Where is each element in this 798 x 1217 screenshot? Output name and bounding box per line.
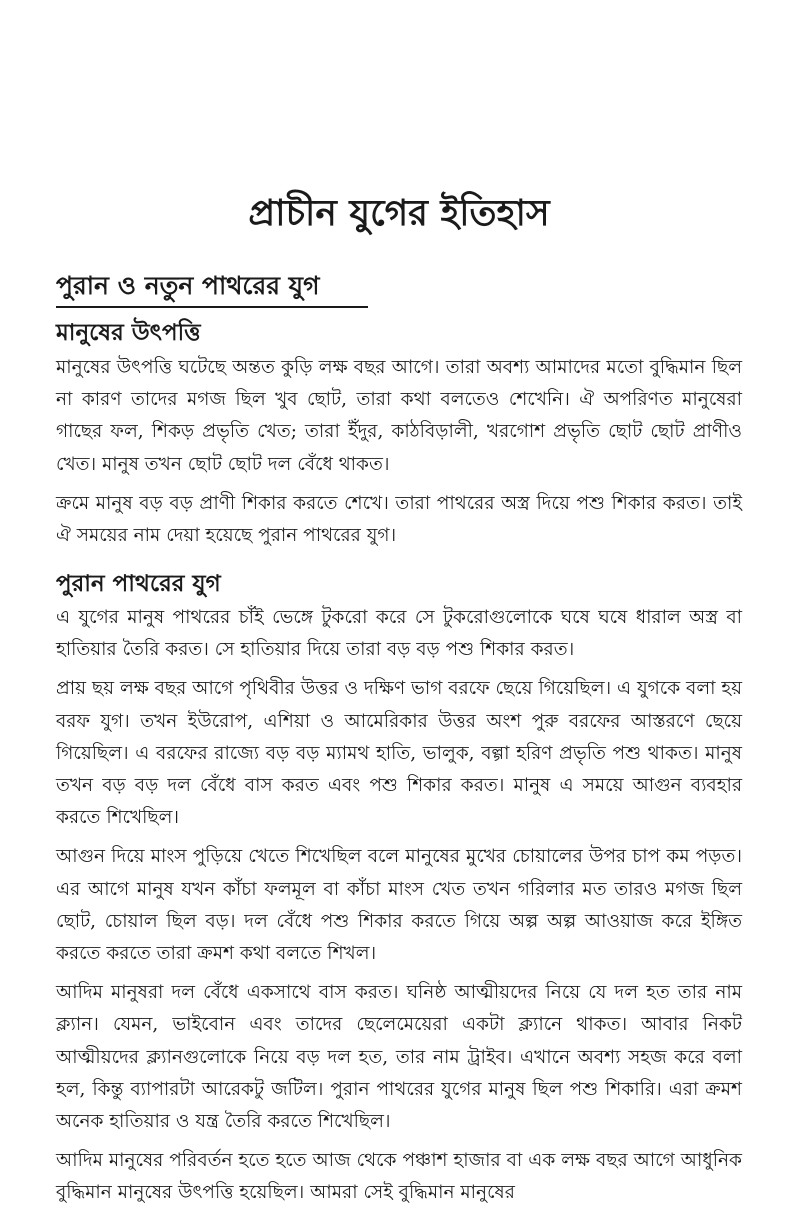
heading-underline [56, 306, 368, 308]
paragraph: ক্রমে মানুষ বড় বড় প্রাণী শিকার করতে শেখে। তারা পাথরের অস্ত্র দিয়ে পশু শিকার করত। তাই ঐ সময়ের নাম দেয়া হয়েছে পুরান পাথরের যুগ। [56, 492, 742, 547]
paragraph: মানুষের উৎপত্তি ঘটেছে অন্তত কুড়ি লক্ষ বছর আগে। তারা অবশ্য আমাদের মতো বুদ্ধিমান ছিল না কারণ তাদের মগজ ছিল খুব ছোট, তারা কথা বলতেও শেখেনি। ঐ অপরিণত মানুষেরা গাছের ফল, শিকড় প্রভৃতি খেত; তারা ইঁদুর, কাঠবিড়ালী, খরগোশ প্রভৃতি ছোট ছোট প্রাণীও খেত। মানুষ তখন ছোট ছোট দল বেঁধে থাকত। [56, 357, 742, 475]
paragraph: আদিম মানুষরা দল বেঁধে একসাথে বাস করত। ঘনিষ্ঠ আত্মীয়দের নিয়ে যে দল হত তার নাম ক্ল্যান। যেমন, ভাইবোন এবং তাদের ছেলেমেয়েরা একটা ক্ল্যানে থাকত। আবার নিকট আত্মীয়দের ক্ল্যানগুলোকে নিয়ে বড় দল হত, তার নাম ট্রাইব। এখানে অবশ্য সহজ করে বলা হল, কিন্তু ব্যাপারটা আরেকটু জটিল। পুরান পাথরের যুগের মানুষ ছিল পশু শিকারি। এরা ক্রমশ অনেক হাতিয়ার ও যন্ত্র তৈরি করতে শিখেছিল। [56, 982, 742, 1133]
text-block-origin [56, 352, 742, 559]
paragraph: প্রায় ছয় লক্ষ বছর আগে পৃথিবীর উত্তর ও দক্ষিণ ভাগ বরফে ছেয়ে গিয়েছিল। এ যুগকে বলা হয় বরফ যুগ। তখন ইউরোপ, এশিয়া ও আমেরিকার উত্তর অংশ পুরু বরফের আস্তরণে ছেয়ে গিয়েছিল। এ বরফের রাজ্যে বড় বড় ম্যামথ হাতি, ভালুক, বল্গা হরিণ প্রভৃতি পশু থাকত। মানুষ তখন বড় বড় দল বেঁধে বাস করত এবং পশু শিকার করত। মানুষ এ সময়ে আগুন ব্যবহার করতে শিখেছিল। [56, 678, 742, 829]
page-title: প্রাচীন যুগের ইতিহাস [248, 193, 550, 234]
sub-heading-origin: মানুষের উৎপত্তি [56, 320, 201, 346]
paragraph: আগুন দিয়ে মাংস পুড়িয়ে খেতে শিখেছিল বলে মানুষের মুখের চোয়ালের উপর চাপ কম পড়ত। এর আগে মানুষ যখন কাঁচা ফলমূল বা কাঁচা মাংস খেত তখন গরিলার মত তারও মগজ ছিল ছোট, চোয়াল ছিল বড়। দল বেঁধে পশু শিকার করতে গিয়ে অল্প অল্প আওয়াজ করে ইঙ্গিত করতে করতে তারা ক্রমশ কথা বলতে শিখল। [56, 846, 742, 965]
section-heading: পুরান ও নতুন পাথরের যুগ [56, 271, 320, 300]
sub-heading-old-stone-age: পুরান পাথরের যুগ [56, 571, 221, 597]
text-block-old-stone-age [56, 602, 742, 1217]
paragraph: আদিম মানুষের পরিবর্তন হতে হতে আজ থেকে পঞ্চাশ হাজার বা এক লক্ষ বছর আগে আধুনিক বুদ্ধিমান মানুষের উৎপত্তি হয়েছিল। আমরা সেই বুদ্ধিমান মানুষের [56, 1150, 742, 1204]
paragraph: এ যুগের মানুষ পাথরের চাঁই ভেঙ্গে টুকরো করে সে টুকরোগুলোকে ঘষে ঘষে ধারাল অস্ত্র বা হাতিয়ার তৈরি করত। সে হাতিয়ার দিয়ে তারা বড় বড় পশু শিকার করত। [56, 607, 742, 661]
